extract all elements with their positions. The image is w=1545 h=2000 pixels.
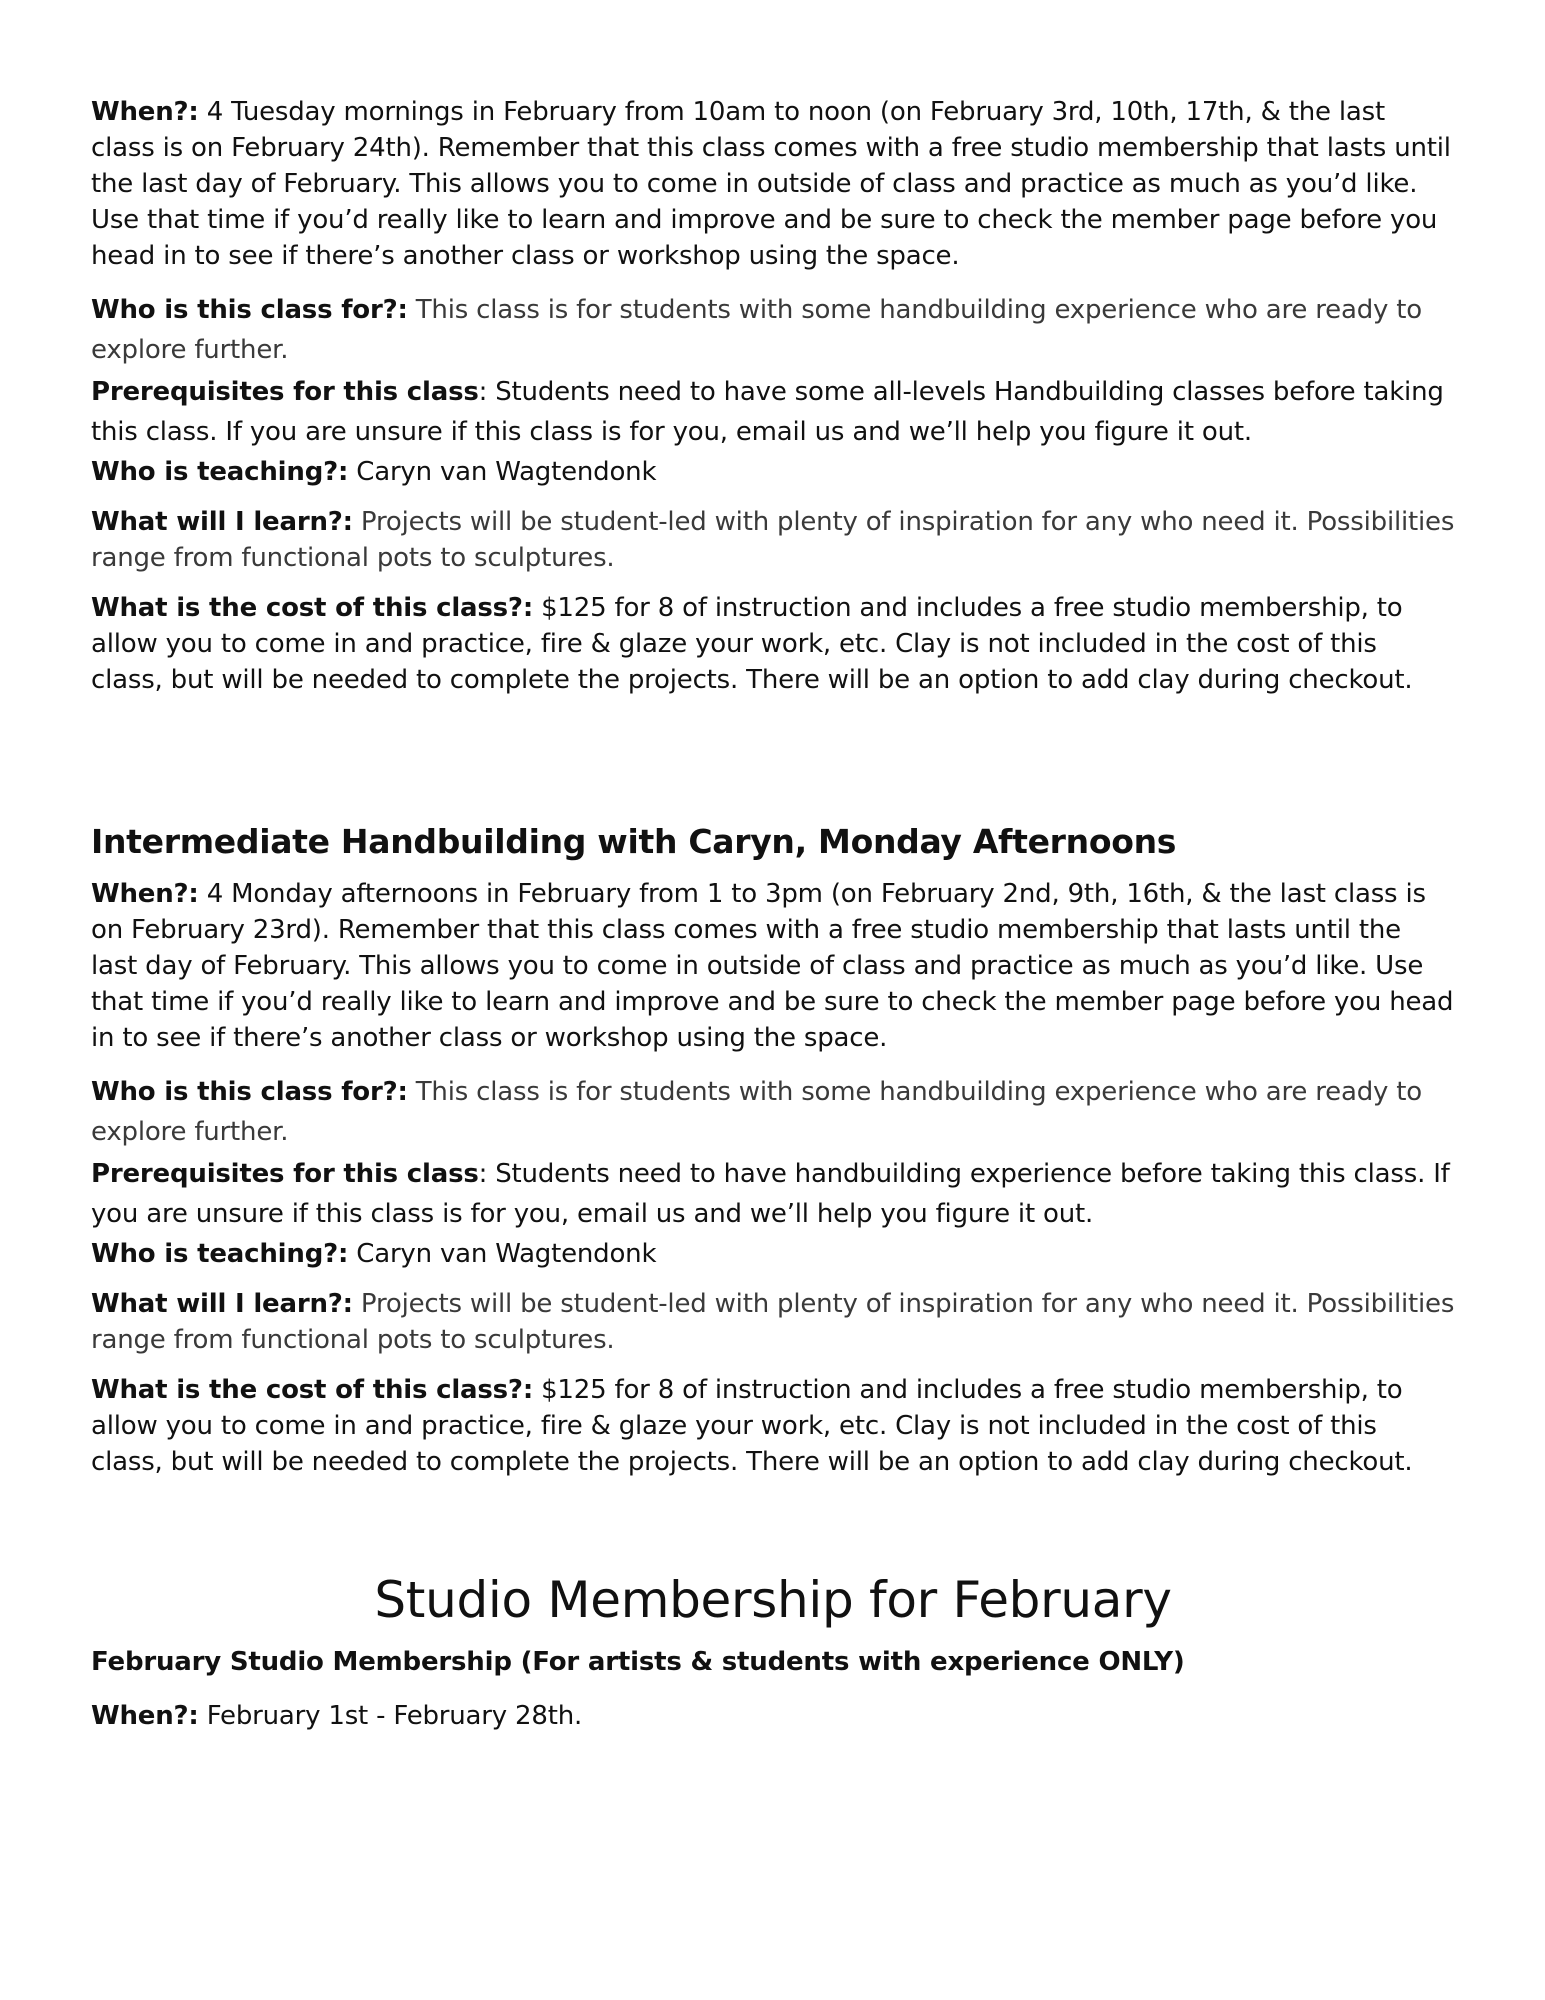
class-section-tuesday bbox=[91, 94, 1455, 698]
teacher-label: Who is teaching?: bbox=[91, 457, 349, 487]
who-for-label: Who is this class for?: bbox=[91, 1077, 408, 1107]
when-paragraph bbox=[91, 876, 1455, 1056]
when-label: When?: bbox=[91, 97, 199, 127]
cost-text: $125 for 8 of instruction and includes a free studio membership, to allow you to come in and practice, fire & glaze your work, etc. Clay is not included in the cost of this class, but will be needed to complete the projects. There will be an option to add clay during checkout. bbox=[91, 593, 1413, 695]
when-label: When?: bbox=[91, 879, 199, 909]
learn-paragraph bbox=[91, 1286, 1455, 1358]
teacher-text: Caryn van Wagtendonk bbox=[348, 1239, 657, 1269]
membership-when-paragraph bbox=[91, 1698, 1455, 1734]
prereq-paragraph bbox=[91, 1154, 1455, 1234]
when-text: February 1st - February 28th. bbox=[198, 1701, 583, 1731]
prereq-paragraph bbox=[91, 372, 1455, 452]
prereq-text: : Students need to have handbuilding experience before taking this class. If you are unsure if this class is for you, email us and we’ll help you figure it out. bbox=[91, 1159, 1450, 1229]
when-text: 4 Tuesday mornings in February from 10am to noon (on February 3rd, 10th, 17th, & the last class is on February 24th). Remember that this class comes with a free studio membership that lasts until the last day of February. This allows you to come in outside of class and practice as much as you’d like. Use that time if you’d really like to learn and improve and be sure to check the member page before you head in to see if there’s another class or workshop using the space. bbox=[91, 97, 1451, 271]
learn-text: Projects will be student-led with plenty of inspiration for any who need it. Possibilities range from functional pots to sculptures. bbox=[91, 1289, 1455, 1355]
teacher-label: Who is teaching?: bbox=[91, 1239, 349, 1269]
learn-paragraph bbox=[91, 504, 1455, 576]
cost-text: $125 for 8 of instruction and includes a free studio membership, to allow you to come in and practice, fire & glaze your work, etc. Clay is not included in the cost of this class, but will be needed to complete the projects. There will be an option to add clay during checkout. bbox=[91, 1375, 1413, 1477]
learn-label: What will I learn?: bbox=[91, 1289, 353, 1319]
teacher-paragraph bbox=[91, 1236, 1455, 1272]
when-text: 4 Monday afternoons in February from 1 to 3pm (on February 2nd, 9th, 16th, & the last class is on February 23rd). Remember that this class comes with a free studio membership that lasts until the last day of February. This allows you to come in outside of class and practice as much as you’d like. Use that time if you’d really like to learn and improve and be sure to check the member page before you head in to see if there’s another class or workshop using the space. bbox=[91, 879, 1454, 1053]
learn-text: Projects will be student-led with plenty of inspiration for any who need it. Possibilities range from functional pots to sculptures. bbox=[91, 507, 1455, 573]
teacher-paragraph bbox=[91, 454, 1455, 490]
prereq-label: Prerequisites for this class bbox=[91, 377, 479, 407]
class-title: Intermediate Handbuilding with Caryn, Monday Afternoons bbox=[91, 822, 1177, 861]
when-label: When?: bbox=[91, 1701, 199, 1731]
who-for-paragraph bbox=[91, 1072, 1455, 1152]
membership-section bbox=[91, 1568, 1455, 1734]
prereq-text: : Students need to have some all-levels Handbuilding classes before taking this class. If you are unsure if this class is for you, email us and we’ll help you figure it out. bbox=[91, 377, 1444, 447]
who-for-text: This class is for students with some handbuilding experience who are ready to explore further. bbox=[91, 295, 1422, 365]
membership-heading: Studio Membership for February bbox=[374, 1571, 1172, 1629]
who-for-text: This class is for students with some handbuilding experience who are ready to explore further. bbox=[91, 1077, 1422, 1147]
membership-subheading: February Studio Membership (For artists & students with experience ONLY) bbox=[91, 1647, 1185, 1677]
cost-label: What is the cost of this class?: bbox=[91, 593, 534, 623]
prereq-label: Prerequisites for this class bbox=[91, 1159, 479, 1189]
cost-paragraph bbox=[91, 1372, 1455, 1480]
who-for-label: Who is this class for?: bbox=[91, 295, 408, 325]
cost-paragraph bbox=[91, 590, 1455, 698]
class-section-monday bbox=[91, 820, 1455, 1480]
who-for-paragraph bbox=[91, 290, 1455, 370]
learn-label: What will I learn?: bbox=[91, 507, 353, 537]
cost-label: What is the cost of this class?: bbox=[91, 1375, 534, 1405]
when-paragraph bbox=[91, 94, 1455, 274]
teacher-text: Caryn van Wagtendonk bbox=[348, 457, 657, 487]
